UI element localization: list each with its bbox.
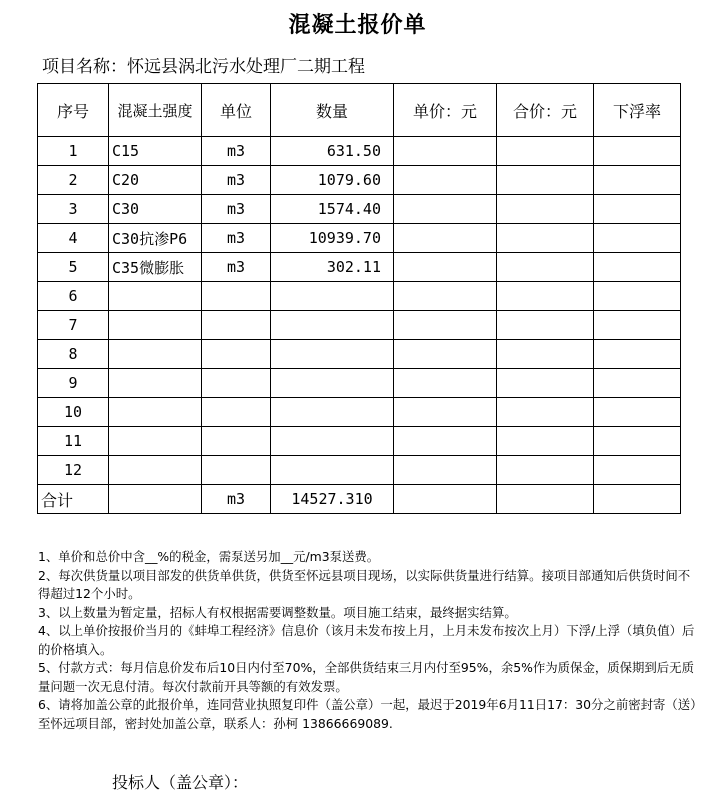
row-qty [271, 369, 394, 398]
table-row [38, 340, 681, 369]
table-row [38, 253, 681, 282]
row-unit-price[interactable] [394, 398, 497, 427]
row-unit-price[interactable] [394, 195, 497, 224]
row-qty [271, 311, 394, 340]
row-discount[interactable] [594, 253, 681, 282]
table-row [38, 195, 681, 224]
total-discount[interactable] [594, 485, 681, 514]
row-total-price[interactable] [497, 282, 594, 311]
row-no: 11 [38, 427, 109, 456]
note-5: 5、付款方式：每月信息价发布后10日内付至70%，全部供货结束三月内付至95%，余5%作为质保金，质保期到后无质量问题一次无息付清。每次付款前开具等额的有效发票。 [38, 660, 694, 694]
row-discount[interactable] [594, 398, 681, 427]
bidder-signature-label: 投标人（盖公章）： [112, 773, 249, 792]
row-total-price[interactable] [497, 166, 594, 195]
note-2: 2、每次供货量以项目部发的供货单供货，供货至怀远县项目现场，以实际供货量进行结算。接项目部通知后供货时间不得超过12个小时。 [38, 567, 691, 601]
table-total-row [38, 485, 681, 514]
row-discount[interactable] [594, 166, 681, 195]
row-grade: C15 [109, 137, 202, 166]
row-unit-price[interactable] [394, 166, 497, 195]
row-qty: 302.11 [271, 253, 394, 282]
row-discount[interactable] [594, 456, 681, 485]
row-unit: m3 [202, 166, 271, 195]
row-discount[interactable] [594, 427, 681, 456]
row-qty: 1079.60 [271, 166, 394, 195]
row-no: 10 [38, 398, 109, 427]
total-grade [109, 485, 202, 514]
note-4: 4、以上单价按报价当月的《蚌埠工程经济》信息价（该月未发布按上月，上月未发布按次上月）下浮/上浮（填负值）后的价格填入。 [38, 623, 695, 657]
quote-table [37, 83, 681, 514]
total-total-price[interactable] [497, 485, 594, 514]
row-no: 4 [38, 224, 109, 253]
row-discount[interactable] [594, 311, 681, 340]
row-unit: m3 [202, 253, 271, 282]
row-no: 1 [38, 137, 109, 166]
notes-section [38, 548, 698, 733]
project-name: 项目名称：怀远县涡北污水处理厂二期工程 [42, 57, 365, 77]
row-total-price[interactable] [497, 456, 594, 485]
row-grade [109, 311, 202, 340]
header-discount: 下浮率 [594, 84, 681, 137]
row-grade [109, 398, 202, 427]
row-qty [271, 398, 394, 427]
row-unit [202, 340, 271, 369]
row-grade [109, 340, 202, 369]
row-unit-price[interactable] [394, 369, 497, 398]
row-discount[interactable] [594, 137, 681, 166]
note-6: 6、请将加盖公章的此报价单，连同营业执照复印件（盖公章）一起，最迟于2019年6月11日17：30分之前密封寄（送）至怀远项目部，密封处加盖公章，联系人：孙柯 13866669089. [38, 697, 697, 731]
row-unit-price[interactable] [394, 253, 497, 282]
row-no: 7 [38, 311, 109, 340]
row-grade: C30 [109, 195, 202, 224]
row-discount[interactable] [594, 195, 681, 224]
row-total-price[interactable] [497, 224, 594, 253]
header-qty: 数量 [271, 84, 394, 137]
row-unit: m3 [202, 195, 271, 224]
row-unit-price[interactable] [394, 282, 497, 311]
row-unit [202, 398, 271, 427]
table-row [38, 456, 681, 485]
row-grade: C35微膨胀 [109, 253, 202, 282]
row-no: 8 [38, 340, 109, 369]
table-header-row [38, 84, 681, 137]
row-no: 12 [38, 456, 109, 485]
row-discount[interactable] [594, 282, 681, 311]
table-row [38, 282, 681, 311]
row-qty [271, 456, 394, 485]
table-row [38, 427, 681, 456]
row-no: 9 [38, 369, 109, 398]
row-unit: m3 [202, 224, 271, 253]
row-grade [109, 282, 202, 311]
table-row [38, 369, 681, 398]
row-total-price[interactable] [497, 340, 594, 369]
row-unit-price[interactable] [394, 456, 497, 485]
row-discount[interactable] [594, 340, 681, 369]
row-unit: m3 [202, 137, 271, 166]
row-total-price[interactable] [497, 311, 594, 340]
row-unit-price[interactable] [394, 311, 497, 340]
row-total-price[interactable] [497, 369, 594, 398]
total-unit-price[interactable] [394, 485, 497, 514]
row-qty [271, 427, 394, 456]
header-total-price: 合价：元 [497, 84, 594, 137]
table-row [38, 166, 681, 195]
table-row [38, 398, 681, 427]
header-no: 序号 [38, 84, 109, 137]
row-qty: 10939.70 [271, 224, 394, 253]
row-total-price[interactable] [497, 137, 594, 166]
note-1: 1、单价和总价中含__%的税金，需泵送另加__元/m3泵送费。 [38, 549, 380, 564]
row-grade: C30抗渗P6 [109, 224, 202, 253]
total-unit: m3 [202, 485, 271, 514]
row-grade [109, 427, 202, 456]
row-discount[interactable] [594, 224, 681, 253]
row-unit-price[interactable] [394, 427, 497, 456]
row-total-price[interactable] [497, 253, 594, 282]
header-unit-price: 单价：元 [394, 84, 497, 137]
row-unit-price[interactable] [394, 137, 497, 166]
row-no: 6 [38, 282, 109, 311]
row-total-price[interactable] [497, 195, 594, 224]
row-unit-price[interactable] [394, 340, 497, 369]
total-label: 合计 [38, 485, 109, 514]
row-unit [202, 311, 271, 340]
row-unit [202, 427, 271, 456]
row-no: 3 [38, 195, 109, 224]
table-row [38, 224, 681, 253]
total-qty: 14527.310 [271, 485, 394, 514]
row-grade: C20 [109, 166, 202, 195]
row-no: 5 [38, 253, 109, 282]
table-row [38, 311, 681, 340]
row-total-price[interactable] [497, 427, 594, 456]
row-unit [202, 282, 271, 311]
row-discount[interactable] [594, 369, 681, 398]
row-qty [271, 340, 394, 369]
row-unit [202, 369, 271, 398]
note-3: 3、以上数量为暂定量，招标人有权根据需要调整数量。项目施工结束，最终据实结算。 [38, 604, 517, 620]
row-unit [202, 456, 271, 485]
row-no: 2 [38, 166, 109, 195]
row-grade [109, 369, 202, 398]
row-grade [109, 456, 202, 485]
row-total-price[interactable] [497, 398, 594, 427]
row-qty [271, 282, 394, 311]
row-unit-price[interactable] [394, 224, 497, 253]
document-title: 混凝土报价单 [288, 12, 427, 38]
header-grade: 混凝土强度 [109, 84, 202, 137]
row-qty: 631.50 [271, 137, 394, 166]
row-qty: 1574.40 [271, 195, 394, 224]
header-unit: 单位 [202, 84, 271, 137]
table-row [38, 137, 681, 166]
